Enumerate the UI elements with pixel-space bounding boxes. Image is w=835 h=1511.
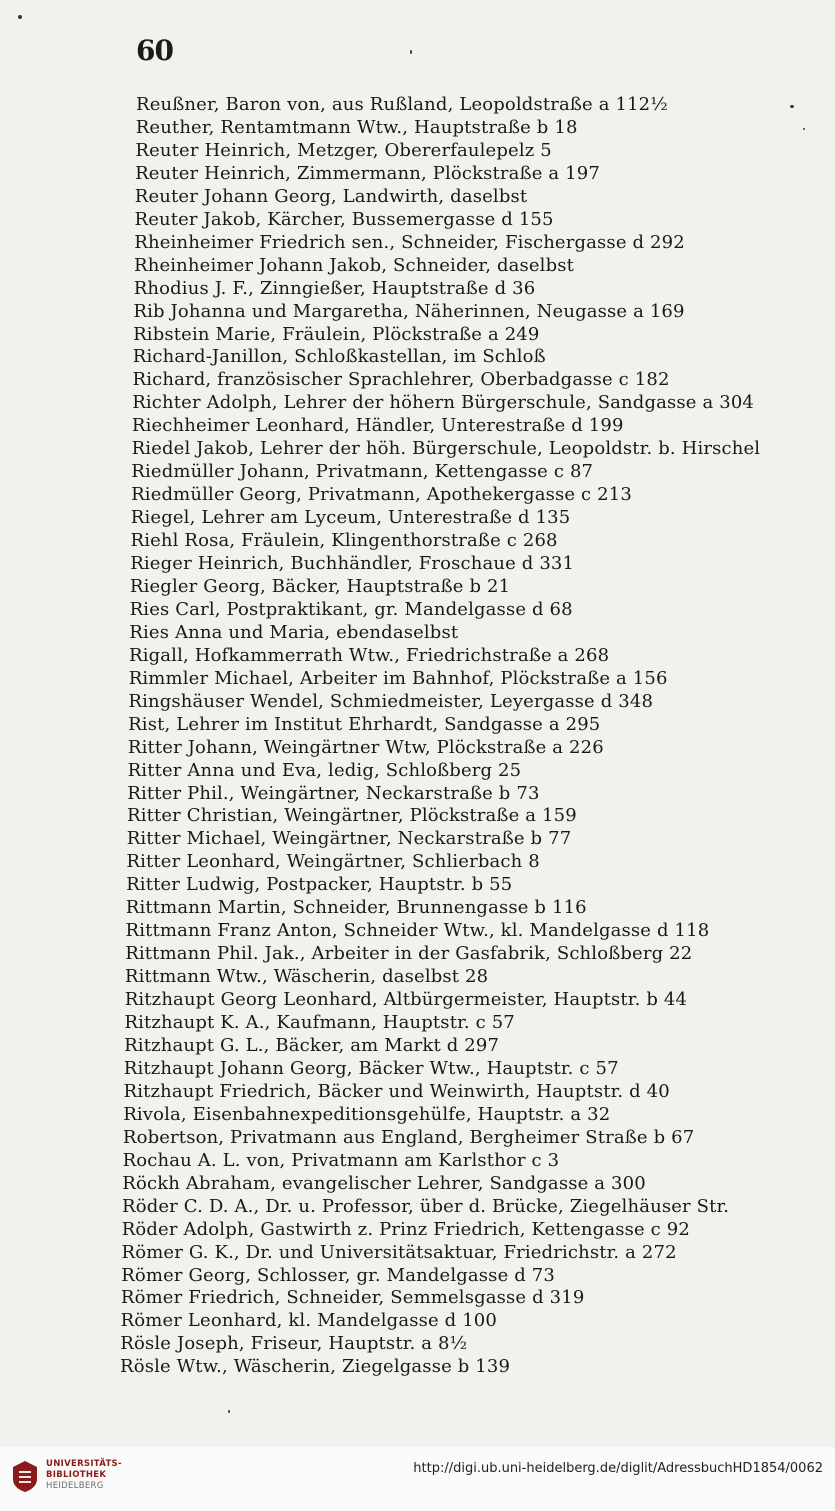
directory-entry: Ritzhaupt Johann Georg, Bäcker Wtw., Hauptstr. c 57	[123, 1057, 619, 1079]
directory-entry: Richard, französischer Sprachlehrer, Oberbadgasse c 182	[132, 369, 670, 391]
directory-entry: Riegel, Lehrer am Lyceum, Unterestraße d 135	[130, 507, 571, 529]
directory-entry: Rimmler Michael, Arbeiter im Bahnhof, Plöckstraße a 156	[128, 667, 668, 689]
directory-entry: Rittmann Martin, Schneider, Brunnengasse b 116	[125, 897, 587, 919]
university-library-logo-icon	[10, 1459, 40, 1493]
directory-entry: Ribstein Marie, Fräulein, Plöckstraße a 249	[133, 323, 540, 345]
scan-speck	[18, 15, 22, 19]
directory-entry: Robertson, Privatmann aus England, Bergheimer Straße b 67	[122, 1126, 695, 1148]
directory-entry: Rist, Lehrer im Institut Ehrhardt, Sandgasse a 295	[128, 713, 601, 735]
directory-entry: Riedmüller Georg, Privatmann, Apothekergasse c 213	[131, 484, 632, 506]
directory-entry: Ritter Michael, Weingärtner, Neckarstraße b 77	[126, 828, 572, 850]
directory-entry: Richter Adolph, Lehrer der höhern Bürgerschule, Sandgasse a 304	[132, 392, 755, 414]
directory-entry: Rieger Heinrich, Buchhändler, Froschaue d 331	[130, 553, 575, 574]
directory-entry: Ritzhaupt K. A., Kaufmann, Hauptstr. c 57	[124, 1012, 515, 1033]
directory-entry: Rivola, Eisenbahnexpeditionsgehülfe, Hauptstr. a 32	[123, 1103, 611, 1125]
directory-entry: Richard-Janillon, Schloßkastellan, im Schloß	[132, 346, 546, 368]
directory-entry: Ritter Leonhard, Weingärtner, Schlierbach 8	[126, 851, 540, 873]
directory-entry: Ritzhaupt Georg Leonhard, Altbürgermeister, Hauptstr. b 44	[124, 989, 688, 1010]
directory-entry: Rittmann Franz Anton, Schneider Wtw., kl. Mandelgasse d 118	[125, 920, 710, 942]
directory-entry: Reuter Heinrich, Zimmermann, Plöckstraße a 197	[135, 162, 600, 184]
scan-speck	[790, 105, 794, 108]
page-number: 60	[136, 34, 173, 67]
directory-entry: Röckh Abraham, evangelischer Lehrer, Sandgasse a 300	[122, 1172, 646, 1194]
directory-entry: Röder Adolph, Gastwirth z. Prinz Friedrich, Kettengasse c 92	[121, 1218, 690, 1240]
directory-entry: Rigall, Hofkammerrath Wtw., Friedrichstraße a 268	[129, 644, 610, 666]
logo-line-2: BIBLIOTHEK	[46, 1470, 107, 1480]
directory-entry: Römer Georg, Schlosser, gr. Mandelgasse d 73	[121, 1264, 555, 1286]
directory-entry: Riehl Rosa, Fräulein, Klingenthorstraße c 268	[130, 530, 558, 552]
directory-entry: Ritter Johann, Weingärtner Wtw, Plöckstraße a 226	[127, 736, 604, 758]
directory-entry: Ritzhaupt Friedrich, Bäcker und Weinwirth, Hauptstr. d 40	[123, 1080, 670, 1102]
directory-entry: Reuther, Rentamtmann Wtw., Hauptstraße b 18	[135, 116, 578, 138]
directory-entry: Reuter Heinrich, Metzger, Obererfaulepelz 5	[135, 139, 552, 161]
directory-entry: Riegler Georg, Bäcker, Hauptstraße b 21	[129, 575, 511, 597]
directory-entry: Reußner, Baron von, aus Rußland, Leopoldstraße a 112½	[136, 94, 668, 115]
directory-entry: Rhodius J. F., Zinngießer, Hauptstraße d 36	[133, 277, 536, 299]
directory-entry: Rib Johanna und Margaretha, Näherinnen, Neugasse a 169	[133, 300, 685, 322]
library-logo[interactable]	[10, 1457, 122, 1497]
directory-entry: Römer Leonhard, kl. Mandelgasse d 100	[120, 1310, 498, 1332]
directory-entry: Reuter Johann Georg, Landwirth, daselbst	[134, 185, 528, 207]
scan-speck	[410, 50, 412, 54]
directory-entry: Ritter Ludwig, Postpacker, Hauptstr. b 55	[126, 874, 513, 896]
scan-speck	[803, 128, 805, 130]
directory-entry: Rheinheimer Johann Jakob, Schneider, daselbst	[134, 254, 575, 276]
directory-entry: Rösle Wtw., Wäscherin, Ziegelgasse b 139	[120, 1356, 511, 1378]
source-url-link[interactable]: http://digi.ub.uni-heidelberg.de/diglit/AdressbuchHD1854/0062	[413, 1461, 823, 1476]
directory-entry: Ringshäuser Wendel, Schmiedmeister, Leyergasse d 348	[128, 690, 654, 712]
directory-entry: Rittmann Phil. Jak., Arbeiter in der Gasfabrik, Schloßberg 22	[125, 943, 693, 965]
directory-entry: Ritter Anna und Eva, ledig, Schloßberg 25	[127, 759, 522, 781]
directory-entry: Ries Carl, Postpraktikant, gr. Mandelgasse d 68	[129, 598, 573, 620]
directory-entry: Ritzhaupt G. L., Bäcker, am Markt d 297	[124, 1034, 500, 1056]
logo-line-3: HEIDELBERG	[46, 1481, 104, 1491]
footer-bar	[0, 1447, 835, 1511]
directory-entry: Riedmüller Johann, Privatmann, Kettengasse c 87	[131, 461, 594, 483]
directory-entry: Rittmann Wtw., Wäscherin, daselbst 28	[124, 966, 489, 988]
directory-entry: Rochau A. L. von, Privatmann am Karlsthor c 3	[122, 1149, 560, 1171]
directory-entry: Ries Anna und Maria, ebendaselbst	[129, 621, 459, 643]
logo-line-1: UNIVERSITÄTS-	[46, 1459, 122, 1469]
directory-entry: Römer G. K., Dr. und Universitätsaktuar, Friedrichstr. a 272	[121, 1241, 677, 1263]
directory-entry: Römer Friedrich, Schneider, Semmelsgasse d 319	[120, 1287, 585, 1309]
directory-entry: Reuter Jakob, Kärcher, Bussemergasse d 155	[134, 208, 554, 230]
directory-entry: Riedel Jakob, Lehrer der höh. Bürgerschule, Leopoldstr. b. Hirschel	[131, 438, 761, 460]
directory-entry: Riechheimer Leonhard, Händler, Unterestraße d 199	[131, 415, 624, 437]
directory-entry: Rheinheimer Friedrich sen., Schneider, Fischergasse d 292	[134, 231, 685, 253]
directory-entry: Ritter Christian, Weingärtner, Plöckstraße a 159	[127, 805, 577, 827]
scan-speck	[228, 1410, 230, 1413]
directory-entry: Röder C. D. A., Dr. u. Professor, über d. Brücke, Ziegelhäuser Str.	[122, 1195, 730, 1217]
directory-entry: Rösle Joseph, Friseur, Hauptstr. a 8½	[120, 1333, 468, 1355]
directory-entry: Ritter Phil., Weingärtner, Neckarstraße b 73	[127, 782, 540, 804]
